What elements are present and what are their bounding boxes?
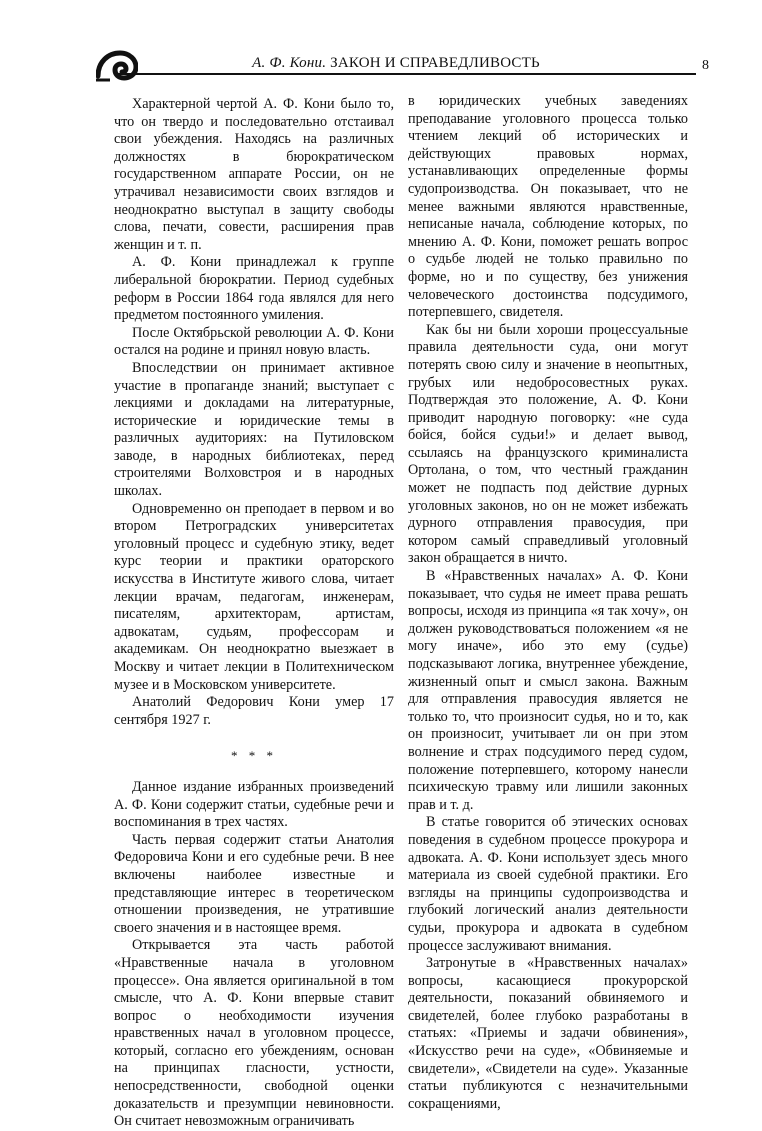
paragraph: После Октябрьской революции А. Ф. Кони остался на родине и принял новую власть.	[114, 324, 394, 359]
page-number: 8	[702, 58, 709, 73]
paragraph: Данное издание избранных произведений А. Ф. Кони содержит статьи, судебные речи и воспоминания в трех частях.	[114, 778, 394, 831]
paragraph: Одновременно он преподает в первом и во втором Петроградских университетах уголовный процесс и судебную этику, ведет курс теории и практики ораторского искусства в Институте живого слова, читает лекции врачам, педагогам, инженерам, писателям, архитекторам, артистам, адвокатам, судьям, профессорам и академикам. Он неоднократно выезжает в Москву и читает лекции в Политехническом музее и в Московском университете.	[114, 500, 394, 693]
running-header	[96, 50, 696, 82]
paragraph: Открывается эта часть работой «Нравственные начала в уголовном процессе». Она является оригинальной в том смысле, что А. Ф. Кони впервые ставит вопрос о необходимости изучения нравственных начал в уголовном процессе, который, согласно его убеждениям, основан на принципах гласности, устности, непосредственности, свободной оценки доказательств и презумпции невиновности. Он считает невозможным ограничивать	[114, 937, 394, 1130]
header-rule	[118, 73, 696, 75]
paragraph: Характерной чертой А. Ф. Кони было то, что он твердо и последовательно отстаивал свои убеждения. Находясь на различных должностях в бюрократическом государственном аппарате России, он не утрачивал независимости своих взглядов и неоднократно выступал в защиту свободы слова, печати, совести, расширения прав женщин и т. п.	[114, 96, 394, 253]
paragraph: В статье говорится об этических основах поведения в судебном процессе прокурора и адвоката. А. Ф. Кони использует здесь много материала из своей судебной практики. Его взгляды на принципы судопроизводства и глубокий логический анализ деятельности судьи, прокурора и адвоката в судебном процессе заслуживают внимания.	[408, 814, 688, 954]
paragraph: Как бы ни были хороши процессуальные правила деятельности суда, они могут потерять свою силу и значение в неопытных, грубых или недобросовестных руках. Подтверждая это положение, А. Ф. Кони приводит народную поговорку: «не суда бойся, бойся судьи!» и делает вывод, ссылаясь на французского криминалиста Ортолана, о том, что честный гражданин может не подпасть под действие дурных уголовных законов, но он не может избежать дурного отправления правосудия, при котором самый справедливый уголовный закон обращается в ничто.	[408, 321, 688, 567]
paragraph: А. Ф. Кони принадлежал к группе либеральной бюрократии. Период судебных реформ в России 1864 года являлся для него предметом постоянного умиления.	[114, 254, 394, 324]
left-column	[114, 96, 394, 1131]
paragraph: Часть первая содержит статьи Анатолия Федоровича Кони и его судебные речи. В нее включены наиболее известные и представляющие интерес в теоретическом отношении произведения, не утратившие своего значения и в настоящее время.	[114, 831, 394, 936]
paragraph: Впоследствии он принимает активное участие в пропаганде знаний; выступает с лекциями и докладами на литературные, исторические и юридические темы в различных аудиториях: на Путиловском заводе, в народных библиотеках, перед строителями Волховстроя и в народных школах.	[114, 359, 394, 500]
paragraph: В «Нравственных началах» А. Ф. Кони показывает, что судья не имеет права решать вопросы, исходя из принципа «я так хочу», он должен руководствоваться положением «я не могу иначе», ибо это ему (судье) подсказывают логика, внутреннее убеждение, жизненный опыт и смысл закона. Важным для отправления правосудия является не только то, что произносит судья, но и то, как он произносит, учитывает ли он при этом волнение и страх подсудимого перед судом, положение потерпевшего, которому нанесли психическую травму или лишили законных прав и т. д.	[408, 568, 688, 813]
section-separator: * * *	[231, 748, 277, 764]
paragraph: Анатолий Федорович Кони умер 17 сентября 1927 г.	[114, 694, 394, 728]
header-title	[96, 55, 696, 72]
header-author: А. Ф. Кони.	[252, 55, 327, 71]
paragraph: в юридических учебных заведениях преподавание уголовного процесса только чтением лекций об исторических и действующих правовых нормах, устанавливающих определенные формы судопроизводства. Он показывает, что не менее важными являются нравственные, неписаные начала, соблюдение которых, по мнению А. Ф. Кони, поможет решать вопрос о судьбе людей не только правильно по форме, но и по существу, без унижения человеческого достоинства подсудимого, потерпевшего, свидетеля.	[408, 93, 688, 321]
right-column	[408, 93, 688, 1113]
header-book-title: ЗАКОН И СПРАВЕДЛИВОСТЬ	[330, 55, 540, 71]
paragraph: Затронутые в «Нравственных началах» вопросы, касающиеся прокурорской деятельности, показаний обвиняемого и свидетелей, более глубоко разработаны в статьях: «Приемы и задачи обвинения», «Искусство речи на суде», «Обвиняемые и свидетели», «Свидетели на суде». Указанные статьи публикуются с незначительными сокращениями,	[408, 955, 688, 1112]
